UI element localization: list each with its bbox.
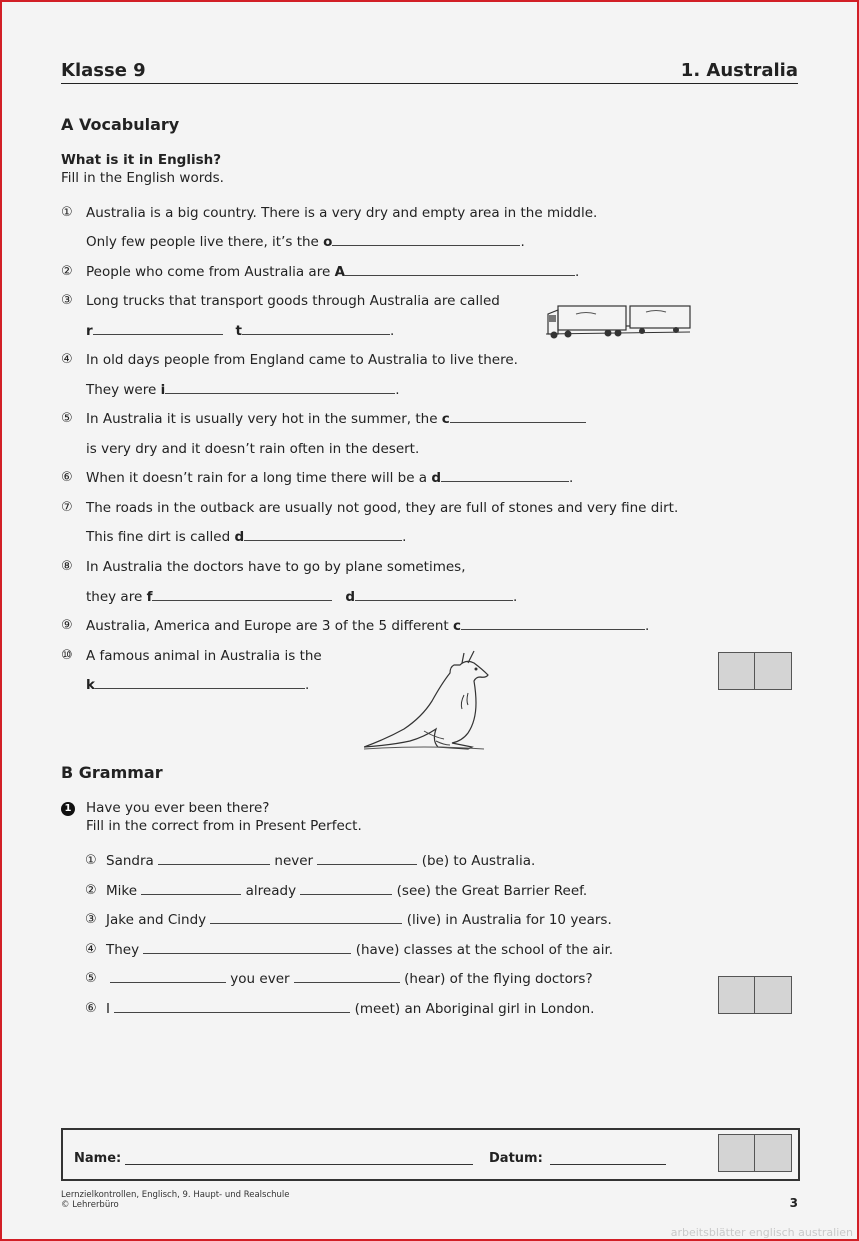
item-number: ⑥ [85,1001,97,1016]
answer-blank[interactable] [441,470,569,482]
answer-blank[interactable] [450,411,586,423]
vocab-question-5: In Australia it is usually very hot in the summer, the c [86,411,586,427]
hint-letter: i [160,382,166,398]
vocab-question-7: The roads in the outback are usually not good, they are full of stones and very fine dirt. [86,500,679,516]
item-number: ⑨ [61,618,73,633]
item-number: ④ [61,352,73,367]
task-number-badge: 1 [61,802,75,816]
vocab-question-6: When it doesn’t rain for a long time there will be a d . [86,470,574,486]
instruction-text: Fill in the English words. [61,170,224,186]
hint-letter: c [441,411,450,427]
vocab-answer-line-7: This fine dirt is called d . [86,529,407,545]
answer-blank[interactable] [300,883,392,895]
item-number: ⑩ [61,648,73,663]
name-label: Name: [74,1151,122,1166]
vocab-answer-line-10: k . [86,677,310,693]
answer-blank[interactable] [210,912,402,924]
section-a-title: A Vocabulary [61,115,180,134]
watermark: arbeitsblätter englisch australien [670,1226,853,1239]
answer-blank[interactable] [110,971,226,983]
answer-blank[interactable] [461,618,645,630]
grammar-item-2: Mike already (see) the Great Barrier Reef. [106,883,588,899]
vocab-answer-line-3: r t . [86,323,395,339]
vocab-answer-line-8: they are f d . [86,589,518,605]
hint-letter: d [234,529,245,545]
item-number: ⑤ [85,971,97,986]
task-instruction: Fill in the correct from in Present Perfect. [86,818,362,834]
grammar-item-1: Sandra never (be) to Australia. [106,853,536,869]
worksheet-title: 1. Australia [680,60,798,81]
answer-blank[interactable] [317,853,417,865]
answer-blank[interactable] [332,234,520,246]
vocab-question-5-continued: is very dry and it doesn’t rain often in the desert. [86,441,420,457]
score-box[interactable] [718,976,792,1014]
kangaroo-illustration [364,645,494,755]
name-field[interactable] [125,1152,473,1165]
hint-letter: o [323,234,333,250]
vocab-question-2: People who come from Australia are A . [86,264,580,280]
date-label: Datum: [489,1151,543,1166]
vocab-answer-line-4: They were i . [86,382,400,398]
item-number: ⑦ [61,500,73,515]
item-number: ④ [85,942,97,957]
item-number: ③ [85,912,97,927]
answer-blank[interactable] [95,677,305,689]
instruction-title: What is it in English? [61,152,222,168]
grammar-item-6: I (meet) an Aboriginal girl in London. [106,1001,595,1017]
hint-letter: t [235,323,243,339]
answer-blank[interactable] [143,942,351,954]
vocab-question-3: Long trucks that transport goods through Australia are called [86,293,500,309]
footer-copyright: © Lehrerbüro [61,1200,119,1210]
answer-blank[interactable] [141,883,241,895]
total-score-box[interactable] [718,1134,792,1172]
item-number: ① [85,853,97,868]
answer-blank[interactable] [242,323,390,335]
grammar-item-5: you ever (hear) of the flying doctors? [110,971,593,987]
item-number: ② [61,264,73,279]
road-train-illustration [546,300,692,342]
item-number: ⑥ [61,470,73,485]
answer-blank[interactable] [244,529,402,541]
answer-blank[interactable] [158,853,270,865]
answer-blank[interactable] [165,382,395,394]
item-number: ⑧ [61,559,73,574]
item-number: ⑤ [61,411,73,426]
page-number: 3 [789,1196,798,1210]
score-box[interactable] [718,652,792,690]
hint-letter: k [86,677,95,693]
date-field[interactable] [550,1152,666,1165]
section-b-title: B Grammar [61,763,163,782]
vocab-question-4: In old days people from England came to Australia to live there. [86,352,518,368]
hint-letter: d [345,589,355,605]
header-rule [61,83,798,84]
class-label: Klasse 9 [61,60,146,81]
vocab-question-1: Australia is a big country. There is a very dry and empty area in the middle. [86,205,598,221]
task-title: Have you ever been there? [86,800,270,816]
grammar-item-3: Jake and Cindy (live) in Australia for 10 years. [106,912,612,928]
vocab-question-9: Australia, America and Europe are 3 of the 5 different c . [86,618,650,634]
answer-blank[interactable] [355,589,513,601]
answer-blank[interactable] [114,1001,350,1013]
item-number: ① [61,205,73,220]
vocab-question-10: A famous animal in Australia is the [86,648,322,664]
hint-letter: c [453,618,462,634]
grammar-item-4: They (have) classes at the school of the air. [106,942,614,958]
footer-publication: Lernzielkontrollen, Englisch, 9. Haupt- und Realschule [61,1190,290,1200]
item-number: ③ [61,293,73,308]
answer-blank[interactable] [93,323,223,335]
answer-blank[interactable] [345,264,575,276]
vocab-answer-line-1: Only few people live there, it’s the o . [86,234,525,250]
hint-letter: d [431,470,442,486]
item-number: ② [85,883,97,898]
hint-letter: r [86,323,93,339]
vocab-question-8: In Australia the doctors have to go by plane sometimes, [86,559,466,575]
answer-blank[interactable] [152,589,332,601]
prompt-text: Only few people live there, it’s the [86,234,324,250]
hint-letter: A [334,264,346,280]
hint-letter: f [146,589,153,605]
answer-blank[interactable] [294,971,400,983]
